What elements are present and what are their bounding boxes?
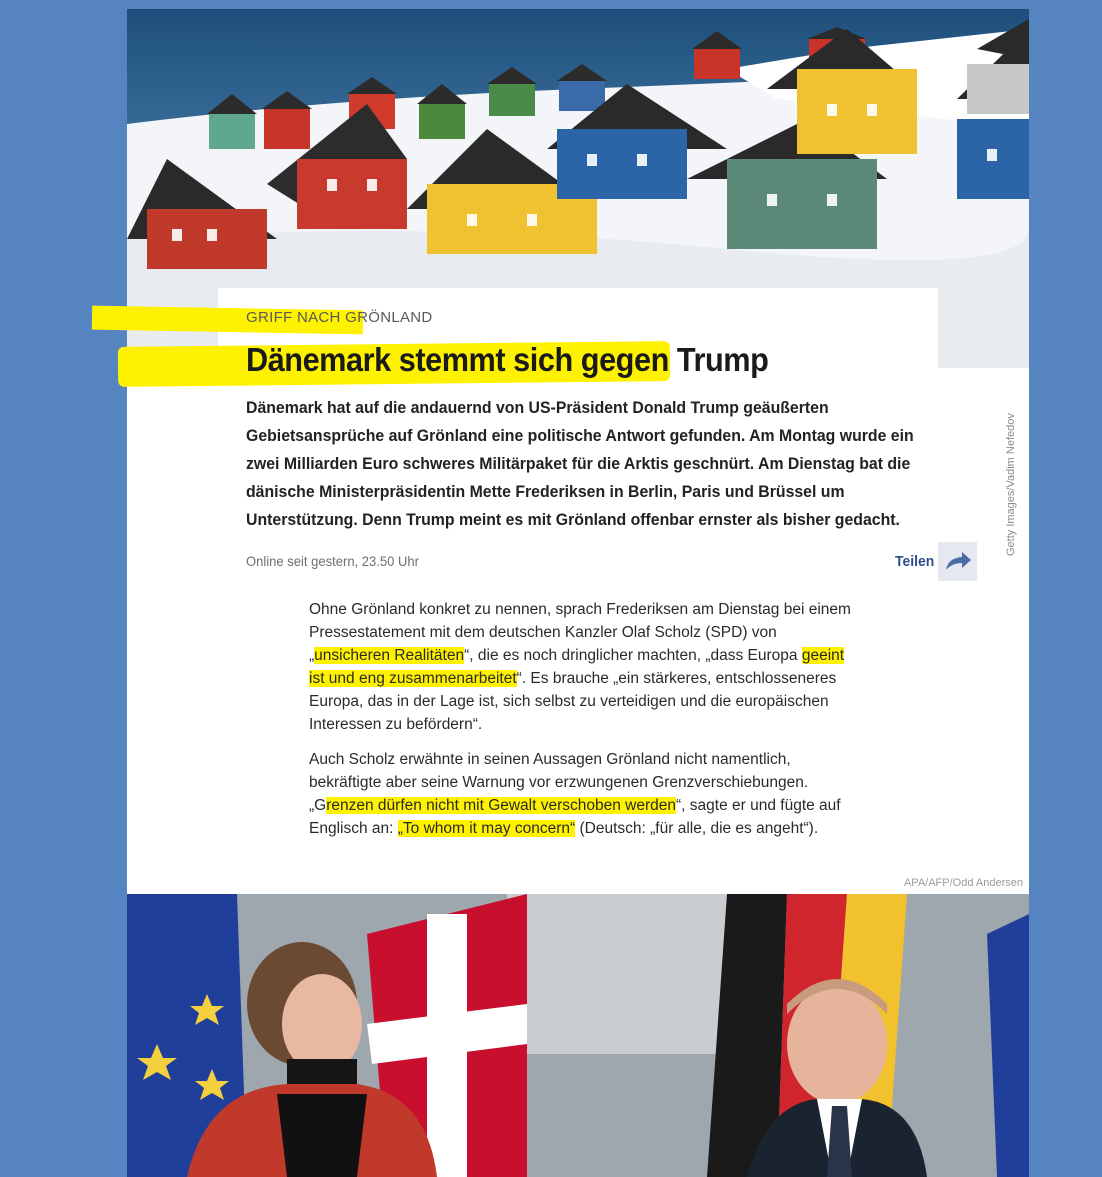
- highlight-unsichere-realitaeten: unsicheren Realitäten: [314, 647, 465, 664]
- article-body: [309, 598, 861, 852]
- article-paragraph-1: Ohne Grönland konkret zu nennen, sprach Frederiksen am Dienstag bei einem Pressestatement mit dem deutschen Kanzler Olaf Scholz (SPD) von „unsicheren Realitäten“, die es noch dringlicher machten, „dass Europa geeint ist und eng zusammenarbeitet“. Es brauche „ein stärkeres, entschlosseneres Europa, das in der Lage ist, sich selbst zu verteidigen und die europäischen Interessen zu befördern“.: [309, 601, 851, 733]
- highlight-geeint: geeint ist und eng zusammenarbeitet: [309, 647, 845, 687]
- share-arrow-icon: [938, 542, 977, 581]
- article-header-text: [127, 0, 1029, 1177]
- share-button[interactable]: [938, 542, 977, 581]
- photo-frederiksen-scholz: [127, 894, 1029, 1177]
- photo-credit: APA/AFP/Odd Andersen: [903, 877, 1023, 889]
- highlight-grenzen: renzen dürfen nicht mit Gewalt verschoben werden: [326, 797, 677, 814]
- publish-time: Online seit gestern, 23.50 Uhr: [246, 553, 419, 569]
- article-lead: Dänemark hat auf die andauernd von US-Präsident Donald Trump geäußerten Gebietsansprüche auf Grönland eine politische Antwort gefunden. Am Montag wurde ein zwei Milliarden Euro schweres Militärpaket für die Arktis geschnürt. Am Dienstag bat die dänische Ministerpräsidentin Mette Frederiksen in Berlin, Paris und Brüssel um Unterstützung. Denn Trump meint es mit Grönland offenbar ernster als bisher gedacht.: [246, 399, 914, 529]
- hero-image-credit: Getty Images/Vadim Nefedov: [1005, 413, 1017, 556]
- article-paragraph-2: Auch Scholz erwähnte in seinen Aussagen Grönland nicht namentlich, bekräftigte aber seine Warnung vor erzwungenen Grenzverschiebungen. „Grenzen dürfen nicht mit Gewalt verschoben werden“, sagte er und fügte auf Englisch an: „To whom it may concern“ (Deutsch: „für alle, die es angeht“).: [309, 751, 841, 837]
- article-kicker: GRIFF NACH GRÖNLAND: [246, 309, 433, 326]
- highlight-to-whom: „To whom it may concern“: [397, 820, 576, 837]
- article-title: Dänemark stemmt sich gegen Trump: [246, 341, 769, 378]
- share-link[interactable]: Teilen: [895, 553, 935, 570]
